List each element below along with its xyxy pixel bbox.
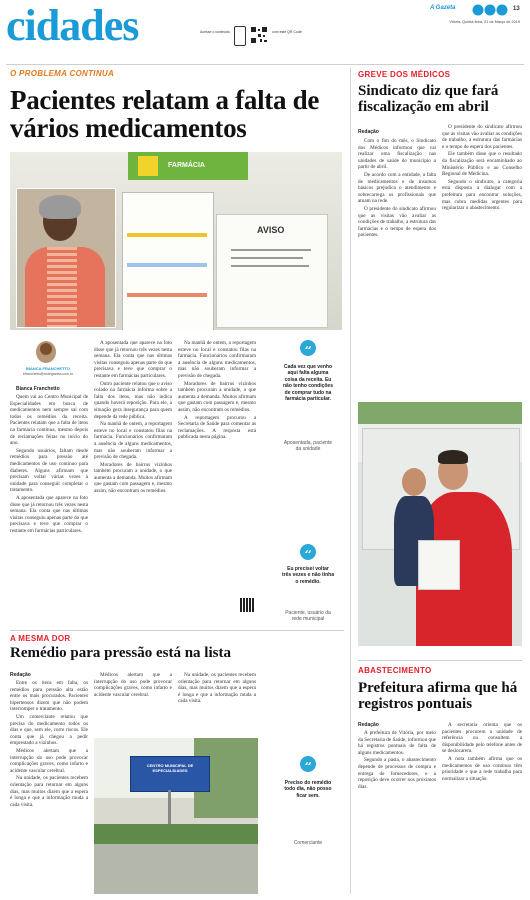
unit-sign: [130, 756, 210, 792]
man-hair: [438, 450, 468, 464]
side-photo: [358, 402, 522, 646]
paragraph: A nota também afirma que os medicamentos de uso contínuo têm prioridade e que a rede trabalha para normalizar a situação.: [442, 755, 522, 782]
pharmacy-sign-text: FARMÁCIA: [168, 162, 205, 169]
pharmacy-shelf: [122, 192, 214, 330]
photo-hedge: [94, 824, 258, 844]
section-divider-left: [10, 630, 344, 631]
side2-col-2: [442, 722, 522, 894]
paragraph: De acordo com a entidade, a falta de medicamentos e de insumos básicos prejudica o atendimento e sobrecarrega os profissionais que atuam na rede.: [358, 171, 436, 205]
quote-3-author: Comerciante: [293, 840, 323, 846]
quote-icon-3: [300, 756, 316, 772]
main-byline: Bianca Franchetto: [16, 386, 60, 392]
quote-2-author: Paciente, usuário da rede municipal: [285, 610, 331, 623]
main-col-3: [178, 340, 256, 590]
column-divider: [350, 68, 351, 894]
held-paper: [418, 540, 460, 590]
secondary-photo: [94, 738, 258, 894]
edition-date: Vitória, Quinta-feira, 21 de Março de 2019: [449, 20, 520, 24]
quote-3: Preciso do remédio todo dia, não posso ficar sem.: [284, 780, 332, 799]
phone-icon: [234, 26, 246, 46]
woman-shirt-stripes: [47, 247, 77, 327]
paragraph: Na unidade, os pacientes recebem orientação para retornar em alguns dias, mas muitos dizem que a espera é longa e que a informação muda a cada visita.: [178, 672, 256, 705]
photo-plants: [358, 402, 522, 424]
secondary-byline: Redação: [10, 672, 31, 678]
paragraph: A secretaria orienta que os pacientes procurem a unidade de referência ou consultem a disponibilidade pelo telefone antes de se deslocarem.: [442, 722, 522, 755]
paragraph: A reportagem procurou a Secretaria de Saúde para comentar as reclamações. A resposta está publicada nesta página.: [178, 414, 256, 441]
paragraph: A prefeitura de Vitória, por meio da Secretaria de Saúde, informou que há registros pontuais de falta de alguns medicamentos.: [358, 730, 436, 756]
paragraph: O presidente do sindicato afirmou que as visitas vão avaliar as condições de trabalho, a estrutura das farmácias e o tempo de espera dos pacientes.: [442, 124, 522, 150]
promo-text-1: Acesse o conteúdo: [200, 30, 230, 34]
side1-kicker: GREVE DOS MÉDICOS: [358, 70, 451, 79]
paragraph: Segundo a pasta, o abastecimento depende de processos de compra e entrega de fornecedores, e a reposição deve ocorrer nos próximos dias.: [358, 757, 436, 790]
paragraph: Segundo usuários, faltam desde remédios para pressão até medicamentos de uso contínuo para diabetes. Alguns afirmam que precisam voltar várias vezes à unidade para conseguir completar o tratamento.: [10, 447, 88, 494]
paragraph: Moradores de bairros vizinhos também procuram a unidade, o que aumenta a demanda. Muitos afirmam que gastam com passagem e, mesmo assim, não encontram os remédios.: [178, 380, 256, 413]
paragraph: Segundo o sindicato, a categoria está disposta a dialogar com a prefeitura para encontrar soluções, mas cobra medidas urgentes para regularizar o abastecimento.: [442, 178, 522, 212]
inline-qr-icon[interactable]: [240, 598, 254, 612]
paragraph: Na manhã de ontem, a reportagem esteve no local e constatou filas na farmácia. Funcionários confirmaram a ausência de alguns medicamentos, mas não souberam informar a previsão de chegada.: [94, 421, 172, 461]
secondary-col-3: [178, 672, 256, 734]
secondary-headline: Remédio para pressão está na lista: [10, 645, 231, 661]
side2-kicker: ABASTECIMENTO: [358, 666, 432, 675]
paragraph: Médicos alertam que a interrupção do uso pode provocar complicações graves, como infarto e acidente vascular cerebral.: [94, 672, 172, 698]
secondary-kicker: A MESMA DOR: [10, 634, 71, 643]
paragraph: Na manhã de ontem, a reportagem esteve no local e constatou filas na farmácia. Funcionários confirmaram a ausência de alguns medicamentos, mas não souberam informar a previsão de chegada.: [178, 340, 256, 379]
paragraph: Entre os itens em falta, os remédios para pressão alta estão entre os mais procurados. Pacientes hipertensos dizem que não podem interromper o tratamento.: [10, 680, 88, 713]
paragraph: Outro paciente relatou que o aviso colado na farmácia informa sobre a falta dos itens, mas não indica quando haverá reposição. Para ele, a situação gera insegurança para quem depende da rede pública.: [94, 380, 172, 420]
secondary-col-1: [10, 680, 88, 894]
author-name: BIANCA FRANCHETTO: [26, 366, 70, 371]
paragraph: Com o fim do mês, o Sindicato dos Médicos informou que vai realizar uma fiscalização nas unidades de saúde do município a partir de abril.: [358, 138, 436, 171]
side2-byline: Redação: [358, 722, 379, 728]
page-number: 13: [513, 6, 520, 12]
quote-1-author: Aposentada, paciente da unidade: [283, 440, 333, 453]
promo-text-2: com este QR Code: [272, 30, 302, 34]
quote-1: Cada vez que venho aqui falta alguma coisa da receita. Eu não tenho condições de comprar tudo na farmácia particular.: [282, 364, 333, 403]
quote-icon-2: [300, 544, 316, 560]
side1-col-1: [358, 138, 436, 394]
paragraph: Um comerciante relatou que precisa do medicamento todos os dias e que, sem ele, corre riscos. Ele conta que já chegou a pedir emprestado a vizinhos.: [10, 713, 88, 747]
paragraph: A aposentada que aparece na foto disse que já retornou três vezes nesta semana. Ela conta que nas últimas visitas conseguiu apenas parte do que precisava e teve que comprar o restante em farmácias particulares.: [94, 340, 172, 379]
child-head: [402, 468, 426, 496]
main-col-1: [10, 394, 88, 612]
pharmacy-logo: [138, 156, 158, 176]
notice-paper: [216, 214, 328, 328]
main-photo: [10, 152, 342, 330]
pharmacy-sign: [128, 152, 248, 180]
secondary-col-2: [94, 672, 172, 734]
section-divider-right: [358, 660, 522, 661]
side2-col-1: [358, 730, 436, 894]
section-title: cidades: [6, 1, 139, 50]
paragraph: Quem vai ao Centro Municipal de Especialidades em busca de medicamentos nem sempre sai com todos os remédios da receita. Pacientes relatam que a falta de itens na farmácia continua, mesmo depois de reclamações feitas no início do ano.: [10, 394, 88, 447]
paragraph: Médicos alertam que a interrupção do uso pode provocar complicações graves, como infarto e acidente vascular cerebral.: [10, 747, 88, 774]
header-divider: [6, 64, 524, 65]
paragraph: Moradores de bairros vizinhos também procuram a unidade, o que aumenta a demanda. Muitos afirmam que gastam com passagem e, mesmo assim, não encontram os remédios.: [94, 461, 172, 495]
main-kicker: O PROBLEMA CONTINUA: [10, 69, 115, 78]
side1-headline: Sindicato diz que fará fiscalização em abril: [358, 83, 499, 115]
qr-code-icon[interactable]: [250, 26, 268, 44]
paragraph: O presidente do sindicato afirmou que as visitas vão avaliar as condições de trabalho, a estrutura das farmácias e o tempo de espera dos pacientes.: [358, 205, 436, 239]
unit-sign-text: CENTRO MUNICIPAL DE ESPECIALIDADES: [146, 763, 194, 773]
side1-col-2: [442, 124, 522, 394]
quote-2: Eu precisei voltar três vezes e não tinha o remédio.: [282, 566, 334, 585]
side2-headline: Prefeitura afirma que há registros pontuais: [358, 680, 518, 712]
masthead-label: A Gazeta: [430, 5, 456, 11]
author-email: bfranchetto@redegazeta.com.br: [22, 372, 74, 376]
brand-bubbles: [472, 3, 508, 15]
main-col-2: [94, 340, 172, 612]
author-avatar: [36, 341, 56, 363]
inset-portrait: [16, 188, 116, 328]
side1-byline: Redação: [358, 129, 379, 135]
promo-block: [200, 26, 320, 50]
main-headline: Pacientes relatam a falta de vários medicamentos: [10, 85, 320, 144]
notice-title: AVISO: [257, 225, 285, 235]
paragraph: Na unidade, os pacientes recebem orientação para retornar em alguns dias, mas muitos dizem que a espera é longa e que a informação muda a cada visita.: [10, 775, 88, 808]
paragraph: A aposentada que aparece na foto disse que já retornou três vezes nesta semana. Ela conta que nas últimas visitas conseguiu apenas parte do que precisava e teve que comprar o restante em farmácias particulares.: [10, 494, 88, 534]
woman-hair: [39, 195, 81, 219]
quote-icon-1: [300, 340, 316, 356]
paragraph: Ele também disse que o resultado da fiscalização será encaminhado ao Ministério Público e ao Conselho Regional de Medicina.: [442, 151, 522, 178]
photo-ground: [94, 840, 258, 894]
